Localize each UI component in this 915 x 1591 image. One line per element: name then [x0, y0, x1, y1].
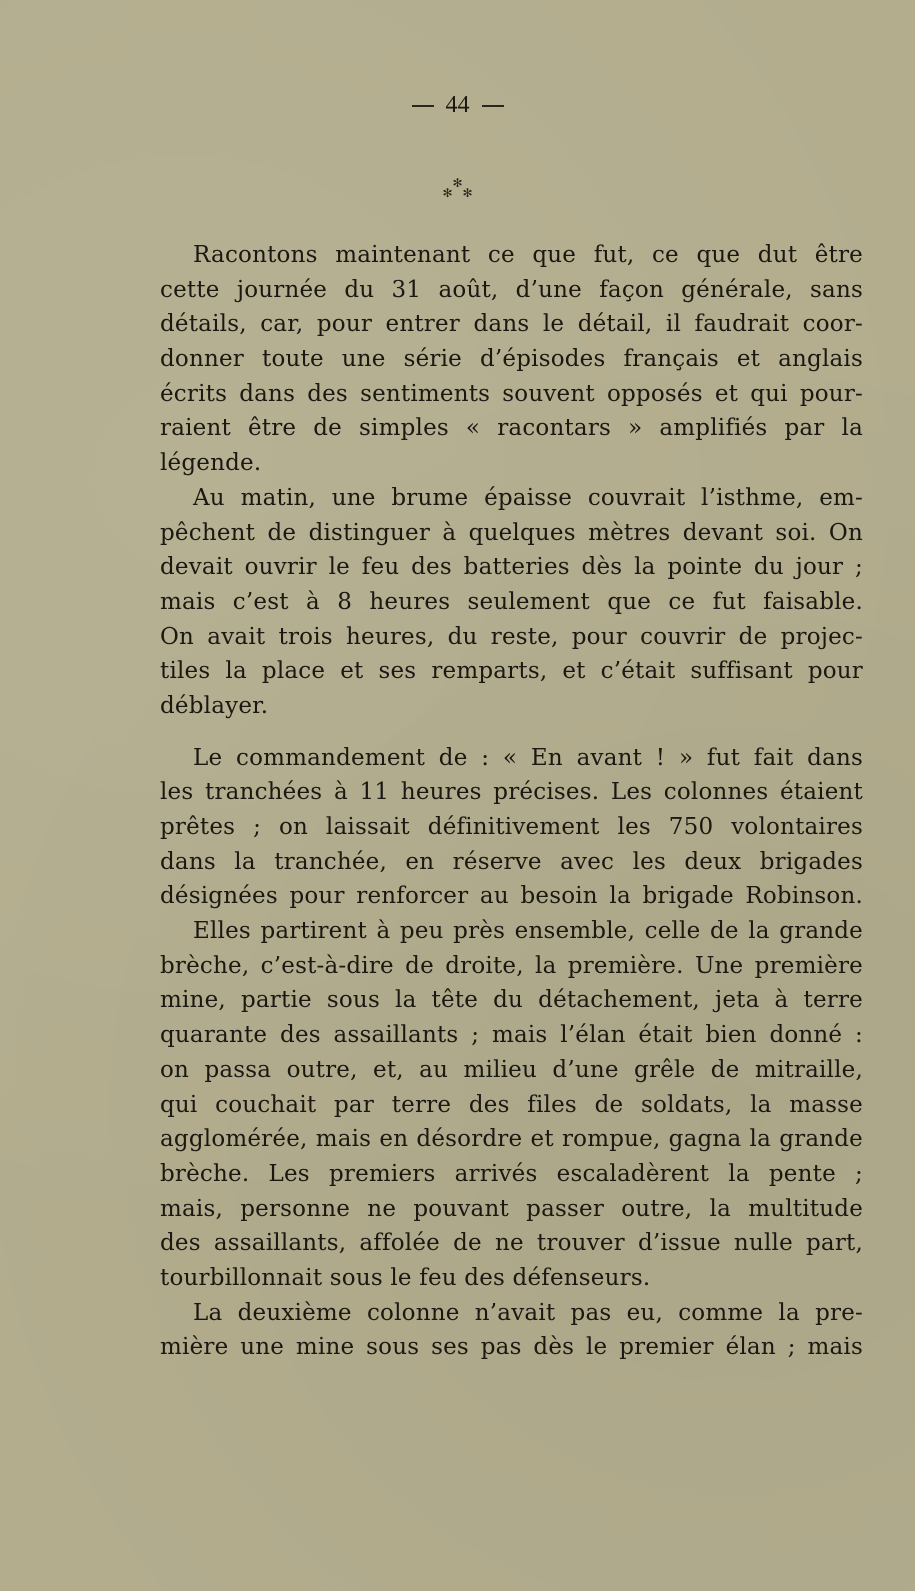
text-line: Elles partirent à peu près ensemble, celle de la grande [193, 918, 863, 945]
paragraph-5 [160, 1296, 863, 1365]
text-line: quarante des assaillants ; mais l’élan était bien donné : [160, 1022, 863, 1049]
text-line: déblayer. [160, 692, 269, 719]
text-line: on passa outre, et, au milieu d’une grêle de mitraille, [160, 1056, 863, 1083]
text-line: désignées pour renforcer au besoin la brigade Robinson. [160, 883, 863, 910]
text-line: brèche. Les premiers arrivés escaladèrent la pente ; [160, 1160, 863, 1187]
text-line: La deuxième colonne n’avait pas eu, comme la pre- [193, 1299, 863, 1326]
page-header [0, 90, 915, 120]
text-line: Le commandement de : « En avant ! » fut fait dans [193, 744, 863, 771]
paragraph-1 [160, 238, 863, 481]
text-line: des assaillants, affolée de ne trouver d’issue nulle part, [160, 1230, 863, 1257]
text-line: Racontons maintenant ce que fut, ce que dut être [193, 242, 863, 268]
text-line: mière une mine sous ses pas dès le premier élan ; mais [160, 1334, 863, 1361]
text-line: légende. [160, 450, 262, 477]
text-line: raient être de simples « racontars » amplifiés par la [160, 415, 863, 442]
paragraph-3 [160, 741, 863, 914]
text-line: mais, personne ne pouvant passer outre, la multitude [160, 1195, 863, 1222]
asterism-ornament [0, 178, 915, 198]
text-line: tourbillonnait sous le feu des défenseurs. [160, 1264, 651, 1291]
text-line: Au matin, une brume épaisse couvrait l’isthme, em- [193, 484, 863, 511]
text-line: écrits dans des sentiments souvent opposés et qui pour- [160, 380, 863, 407]
text-line: pêchent de distinguer à quelques mètres devant soi. On [160, 519, 863, 546]
text-line: donner toute une série d’épisodes français et anglais [160, 346, 863, 373]
text-line: devait ouvrir le feu des batteries dès la pointe du jour ; [160, 554, 863, 581]
asterism-star-right: ✻ [462, 186, 473, 200]
text-line: cette journée du 31 août, d’une façon générale, sans [160, 276, 863, 303]
text-line: les tranchées à 11 heures précises. Les colonnes étaient [160, 779, 863, 806]
text-line: agglomérée, mais en désordre et rompue, gagna la grande [160, 1126, 863, 1153]
text-line: détails, car, pour entrer dans le détail, il faudrait coor- [160, 311, 863, 338]
asterism-star-top: ✻ [452, 176, 463, 190]
body-text [160, 238, 863, 1365]
text-line: On avait trois heures, du reste, pour couvrir de projec- [160, 623, 863, 650]
page-number: 44 [445, 92, 470, 118]
text-line: mais c’est à 8 heures seulement que ce fut faisable. [160, 588, 863, 615]
paragraph-2 [160, 481, 863, 724]
asterism-star-left: ✻ [442, 186, 453, 200]
text-line: brèche, c’est-à-dire de droite, la première. Une première [160, 952, 863, 979]
text-line: tiles la place et ses remparts, et c’était suffisant pour [160, 658, 863, 685]
text-line: qui couchait par terre des files de soldats, la masse [160, 1091, 863, 1118]
text-line: prêtes ; on laissait définitivement les 750 volontaires [160, 814, 863, 840]
text-line: dans la tranchée, en réserve avec les deux brigades [160, 848, 863, 875]
text-line: mine, partie sous la tête du détachement, jeta à terre [160, 987, 863, 1014]
page-number-dash-left [412, 105, 434, 107]
page-number-dash-right [482, 105, 504, 107]
paragraph-4 [160, 914, 863, 1296]
